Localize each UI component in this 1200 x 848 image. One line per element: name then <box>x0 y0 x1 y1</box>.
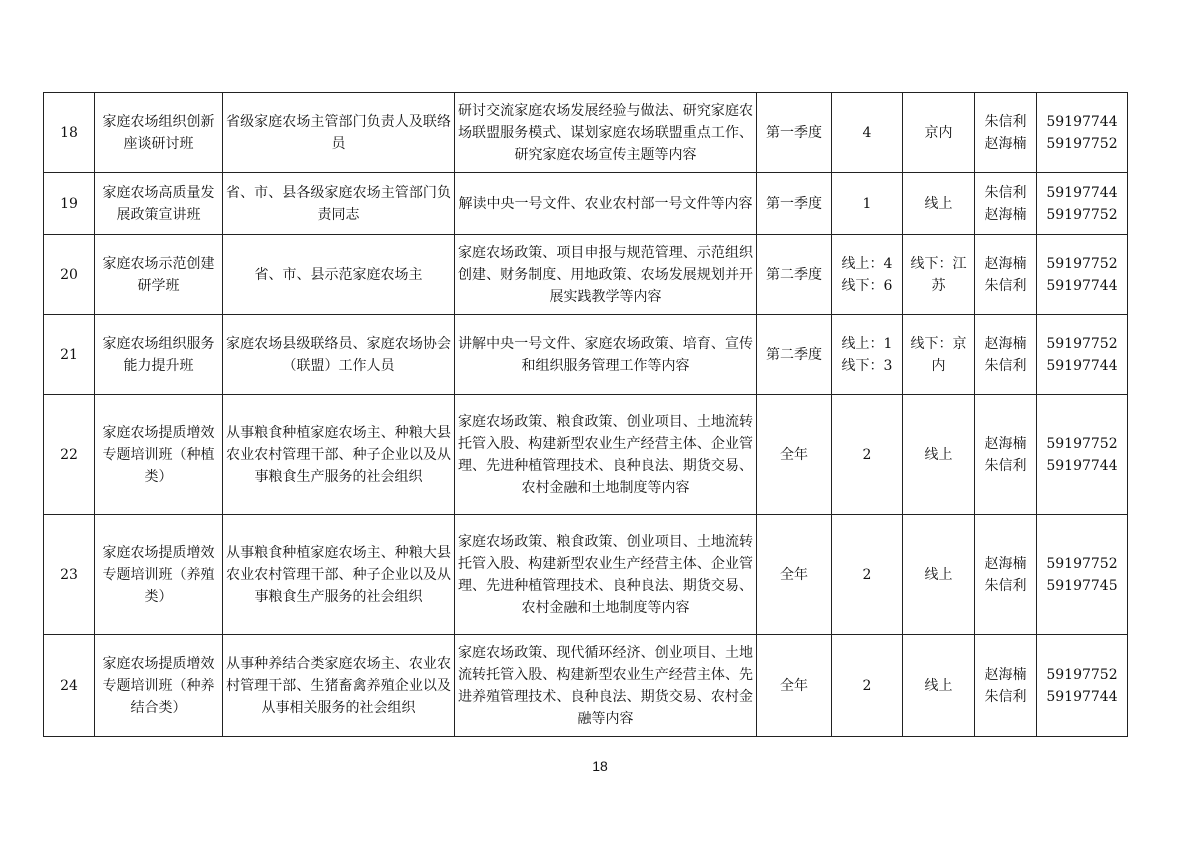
phone-cell-line: 59197745 <box>1046 577 1118 594</box>
table-row <box>44 235 1128 315</box>
phone-cell-line: 59197744 <box>1046 184 1118 201</box>
phone-cell-line: 59197744 <box>1046 457 1118 474</box>
schedule-cell: 全年 <box>757 395 832 515</box>
course-name-cell: 家庭农场组织服务能力提升班 <box>95 315 223 395</box>
contact-person-cell-line: 朱信利 <box>984 457 1027 474</box>
table-body <box>44 93 1128 737</box>
days-cell-line: 线下：3 <box>841 357 893 374</box>
days-cell-line: 2 <box>862 446 872 463</box>
phone-cell <box>1037 315 1128 395</box>
contact-person-cell-line: 朱信利 <box>984 577 1027 594</box>
table-row <box>44 93 1128 173</box>
phone-cell-line: 59197744 <box>1046 357 1118 374</box>
table-row <box>44 395 1128 515</box>
course-content-cell: 讲解中央一号文件、家庭农场政策、培育、宣传和组织服务管理工作等内容 <box>455 315 757 395</box>
row-number-cell: 19 <box>44 173 95 235</box>
target-audience-cell: 从事粮食种植家庭农场主、种粮大县农业农村管理干部、种子企业以及从事粮食生产服务的社会组织 <box>223 395 455 515</box>
phone-cell-line: 59197744 <box>1046 113 1118 130</box>
phone-cell-line: 59197744 <box>1046 688 1118 705</box>
course-content-cell: 家庭农场政策、粮食政策、创业项目、土地流转托管入股、构建新型农业生产经营主体、企业管理、先进种植管理技术、良种良法、期货交易、农村金融和土地制度等内容 <box>455 515 757 635</box>
contact-person-cell-line: 赵海楠 <box>984 666 1027 683</box>
course-content-cell: 家庭农场政策、项目申报与规范管理、示范组织创建、财务制度、用地政策、农场发展规划并开展实践教学等内容 <box>455 235 757 315</box>
phone-cell <box>1037 93 1128 173</box>
contact-person-cell-line: 赵海楠 <box>984 335 1027 352</box>
days-cell-line: 线下：6 <box>841 277 893 294</box>
phone-cell <box>1037 173 1128 235</box>
phone-cell <box>1037 635 1128 737</box>
table-row <box>44 173 1128 235</box>
days-cell-line: 线上：4 <box>841 255 893 272</box>
location-cell: 线上 <box>903 395 975 515</box>
contact-person-cell-line: 朱信利 <box>984 184 1027 201</box>
days-cell-line: 2 <box>862 677 872 694</box>
days-cell <box>832 173 903 235</box>
schedule-cell: 第二季度 <box>757 315 832 395</box>
days-cell-line: 4 <box>862 124 872 141</box>
page-number: 18 <box>592 758 608 774</box>
course-name-cell: 家庭农场提质增效专题培训班（养殖类） <box>95 515 223 635</box>
contact-person-cell <box>975 635 1037 737</box>
contact-person-cell <box>975 515 1037 635</box>
location-cell: 线下：京内 <box>903 315 975 395</box>
phone-cell-line: 59197744 <box>1046 277 1118 294</box>
row-number-cell: 18 <box>44 93 95 173</box>
row-number-cell: 20 <box>44 235 95 315</box>
course-name-cell: 家庭农场提质增效专题培训班（种植类） <box>95 395 223 515</box>
course-name-cell: 家庭农场高质量发展政策宣讲班 <box>95 173 223 235</box>
course-name-cell: 家庭农场示范创建研学班 <box>95 235 223 315</box>
phone-cell-line: 59197752 <box>1046 255 1118 272</box>
row-number-cell: 21 <box>44 315 95 395</box>
schedule-cell: 第一季度 <box>757 93 832 173</box>
contact-person-cell <box>975 93 1037 173</box>
course-content-cell: 家庭农场政策、现代循环经济、创业项目、土地流转托管入股、构建新型农业生产经营主体、先进养殖管理技术、良种良法、期货交易、农村金融等内容 <box>455 635 757 737</box>
course-content-cell: 解读中央一号文件、农业农村部一号文件等内容 <box>455 173 757 235</box>
target-audience-cell: 省级家庭农场主管部门负责人及联络员 <box>223 93 455 173</box>
phone-cell-line: 59197752 <box>1046 435 1118 452</box>
row-number-cell: 24 <box>44 635 95 737</box>
course-name-cell: 家庭农场组织创新座谈研讨班 <box>95 93 223 173</box>
location-cell: 线下：江苏 <box>903 235 975 315</box>
contact-person-cell <box>975 315 1037 395</box>
phone-cell <box>1037 515 1128 635</box>
days-cell <box>832 93 903 173</box>
target-audience-cell: 家庭农场县级联络员、家庭农场协会（联盟）工作人员 <box>223 315 455 395</box>
table-row <box>44 515 1128 635</box>
days-cell-line: 1 <box>862 195 872 212</box>
row-number-cell: 22 <box>44 395 95 515</box>
target-audience-cell: 从事粮食种植家庭农场主、种粮大县农业农村管理干部、种子企业以及从事粮食生产服务的社会组织 <box>223 515 455 635</box>
schedule-cell: 第二季度 <box>757 235 832 315</box>
contact-person-cell-line: 朱信利 <box>984 113 1027 130</box>
location-cell: 线上 <box>903 635 975 737</box>
contact-person-cell-line: 赵海楠 <box>984 555 1027 572</box>
phone-cell-line: 59197752 <box>1046 135 1118 152</box>
phone-cell-line: 59197752 <box>1046 666 1118 683</box>
training-plan-table <box>43 92 1128 737</box>
days-cell-line: 线上：1 <box>841 335 893 352</box>
target-audience-cell: 省、市、县示范家庭农场主 <box>223 235 455 315</box>
days-cell <box>832 395 903 515</box>
contact-person-cell <box>975 173 1037 235</box>
days-cell <box>832 515 903 635</box>
phone-cell <box>1037 395 1128 515</box>
contact-person-cell <box>975 395 1037 515</box>
phone-cell-line: 59197752 <box>1046 206 1118 223</box>
course-content-cell: 家庭农场政策、粮食政策、创业项目、土地流转托管入股、构建新型农业生产经营主体、企业管理、先进种植管理技术、良种良法、期货交易、农村金融和土地制度等内容 <box>455 395 757 515</box>
contact-person-cell-line: 赵海楠 <box>984 435 1027 452</box>
target-audience-cell: 从事种养结合类家庭农场主、农业农村管理干部、生猪畜禽养殖企业以及从事相关服务的社会组织 <box>223 635 455 737</box>
target-audience-cell: 省、市、县各级家庭农场主管部门负责同志 <box>223 173 455 235</box>
phone-cell <box>1037 235 1128 315</box>
phone-cell-line: 59197752 <box>1046 335 1118 352</box>
contact-person-cell-line: 赵海楠 <box>984 135 1027 152</box>
contact-person-cell-line: 朱信利 <box>984 357 1027 374</box>
contact-person-cell-line: 朱信利 <box>984 277 1027 294</box>
table-row <box>44 315 1128 395</box>
location-cell: 线上 <box>903 173 975 235</box>
location-cell: 线上 <box>903 515 975 635</box>
location-cell: 京内 <box>903 93 975 173</box>
contact-person-cell-line: 朱信利 <box>984 688 1027 705</box>
course-content-cell: 研讨交流家庭农场发展经验与做法、研究家庭农场联盟服务模式、谋划家庭农场联盟重点工作、研究家庭农场宣传主题等内容 <box>455 93 757 173</box>
days-cell <box>832 635 903 737</box>
days-cell-line: 2 <box>862 566 872 583</box>
contact-person-cell-line: 赵海楠 <box>984 255 1027 272</box>
row-number-cell: 23 <box>44 515 95 635</box>
contact-person-cell <box>975 235 1037 315</box>
schedule-cell: 第一季度 <box>757 173 832 235</box>
days-cell <box>832 315 903 395</box>
schedule-cell: 全年 <box>757 515 832 635</box>
course-name-cell: 家庭农场提质增效专题培训班（种养结合类） <box>95 635 223 737</box>
schedule-cell: 全年 <box>757 635 832 737</box>
contact-person-cell-line: 赵海楠 <box>984 206 1027 223</box>
table-row <box>44 635 1128 737</box>
days-cell <box>832 235 903 315</box>
phone-cell-line: 59197752 <box>1046 555 1118 572</box>
